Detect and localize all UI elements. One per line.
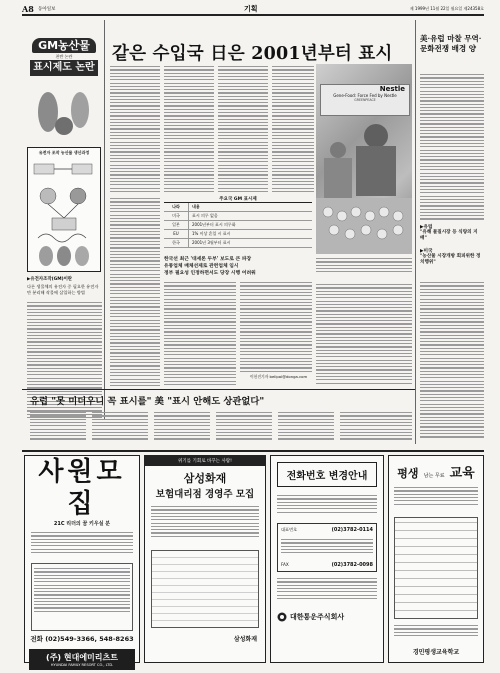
table-title: 주요국 GM 표시제 (164, 196, 312, 203)
ad2-company: 삼성화재 (183, 472, 227, 485)
page-number: A8 (22, 4, 34, 14)
main-body-col-1 (110, 64, 160, 192)
ad1-subtitle: 21C 리더의 꿈 키우실 분 (53, 521, 111, 527)
bottom-story-col-3 (154, 410, 210, 448)
table-row (164, 212, 312, 221)
main-body-col-4 (272, 64, 314, 192)
right-body-2 (420, 280, 484, 440)
ad4-grid (394, 517, 478, 619)
photo-sign-slogan: Gene-Food: Force Fed by Nestle (333, 93, 397, 98)
main-body-col-3 (218, 64, 268, 192)
main-body-col-6 (164, 280, 236, 386)
protest-photo (316, 64, 412, 254)
ad3-notes (277, 576, 377, 606)
ad3-row-2 (281, 562, 373, 568)
table-row (164, 239, 312, 248)
ad3-row-1 (281, 527, 373, 533)
photo-sign-nestle: Nestle (379, 85, 405, 93)
ad3-row-2-value: (02)3782-0098 (331, 562, 373, 568)
issue-date: 제 1999년 11월 22일 월요일 제24358호 (409, 6, 484, 11)
ad2-grid (151, 550, 259, 628)
main-body-col-5 (110, 196, 160, 386)
gm-process-diagram (27, 147, 101, 272)
right-column-divider (415, 20, 416, 444)
ad1-company-en: HYUNDAI FAMILY RESORT CO., LTD. (50, 663, 114, 667)
table-body (164, 203, 312, 248)
right-headline: 美·유럽 마찰 무역·문화전쟁 배경 양 (420, 34, 482, 53)
right-body-1 (420, 72, 484, 222)
left-column-divider (104, 20, 105, 420)
right-sub-1-text: "유해 물질시장 등 식량의 지배" (420, 230, 478, 241)
ad1-body (31, 530, 133, 560)
gm-definition (27, 276, 102, 295)
photo-banner (320, 84, 410, 116)
ad4-body-2 (394, 623, 478, 643)
right-sub-2-text: "농산물 시장개방 회피위한 정치행위" (420, 254, 481, 265)
ads-top-rule (22, 450, 484, 452)
table-cell-country: 한국 (164, 239, 189, 247)
subhead-3: 정부 필요성 인정하면서도 당장 시행 어려워 (164, 271, 256, 276)
ad-phone-change (270, 455, 384, 663)
bottom-story-col-5 (278, 410, 334, 448)
ad1-table (31, 563, 133, 631)
ad3-row-1-value: (02)3782-0114 (331, 527, 373, 533)
table-cell-country: 일본 (164, 221, 189, 229)
bottom-story-col-1 (30, 410, 86, 448)
subhead-1: 한국선 최근 '대세론 두부' 보도로 큰 파장 (164, 257, 252, 262)
ad4-title (389, 462, 483, 481)
table-row (164, 230, 312, 239)
definition-text: 다른 생물체의 유전자 중 필요한 유전자만 분리해 작물에 삽입하는 방법 (27, 284, 99, 295)
corn-illustration (28, 82, 100, 140)
right-sub-2-label: ▶미국 (420, 249, 433, 254)
table-row (164, 203, 312, 212)
ad4-school: 경민평생교육학교 (412, 649, 460, 656)
gm-rules-table (164, 196, 312, 250)
ad2-footer: 삼성화재 (233, 636, 257, 643)
bottom-story-col-6 (340, 410, 412, 448)
badge-illustration (28, 82, 100, 140)
ad1-phone-label: 전화 (30, 635, 43, 643)
ad3-title-box (277, 462, 377, 487)
main-subheads (164, 256, 314, 277)
table-cell-rule: 2001년 3월부터 표시 (192, 240, 231, 245)
table-cell-rule: 표시 의무 없음 (192, 213, 218, 218)
main-body-col-8 (316, 282, 412, 386)
ad2-body (151, 504, 259, 546)
ad-education (388, 455, 484, 663)
photo-sign-greenpeace: GREENPEACE (354, 98, 376, 102)
process-flow-diagram (28, 156, 100, 271)
ad3-row-2-label: FAX (281, 562, 289, 567)
masthead (22, 4, 484, 14)
ad1-phone-number: (02)549-3366, 548-8263 (45, 635, 134, 643)
bottom-story-headline: 유럽 "못 미더우니 꼭 표시를" 美 "표시 안해도 상관없다" (30, 396, 265, 407)
ad3-company: 대한통운주식회사 (277, 612, 377, 622)
ad2-title: 보험대리점 경영주 모집 (155, 489, 255, 500)
ad-samsung (144, 455, 266, 663)
ad3-number-box (277, 523, 377, 572)
badge-bottom: 표시제도 논란 (30, 60, 98, 76)
table-cell-country: EU (164, 230, 189, 238)
masthead-rule (22, 14, 484, 16)
ad3-body (277, 493, 377, 519)
table-row (164, 221, 312, 230)
badge-mid: 찬반 논란 (55, 54, 73, 59)
ad3-logo-icon (277, 612, 287, 622)
ad3-title: 전화번호 변경안내 (286, 471, 368, 482)
ad1-company-bar (29, 649, 135, 670)
newspaper-name: 동아일보 (38, 7, 56, 12)
photo-caption (316, 256, 412, 278)
ad3-row-1-label: 대표번호 (281, 527, 298, 532)
right-sub-1-label: ▶유럽 (420, 225, 433, 230)
ad4-title-small: 평생 (397, 467, 419, 480)
ad2-top: 위기를 기회로 바꾸는 사람! (145, 456, 265, 466)
main-body-col-7 (240, 280, 312, 372)
table-cell-rule: 2001년부터 표시 의무화 (192, 222, 236, 227)
ad1-phone (25, 634, 139, 643)
bottom-story-rule (22, 389, 415, 390)
definition-title: ▶유전자조작(GM)이란 (27, 277, 73, 282)
right-sub-1 (420, 224, 484, 242)
main-body-col-2 (164, 64, 214, 192)
subhead-2: 유통업체 매체선제로 관련업체 임시 (164, 264, 239, 269)
photo-scene (316, 116, 412, 254)
ad4-title-big: 교육 (449, 466, 475, 481)
ad1-company: (주) 현대에미리츠트 (46, 653, 118, 662)
bottom-story-col-4 (216, 410, 272, 448)
table-cell-country: 미국 (164, 212, 189, 220)
table-cell-rule: 내용 (192, 204, 200, 209)
diagram-title: 유전자 조작 농산물 생산과정 (38, 150, 90, 155)
table-cell-country: 나라 (164, 203, 189, 211)
table-cell-rule: 1% 이상 혼입 시 표시 (192, 231, 231, 236)
section-name: 기획 (244, 5, 258, 13)
byline: 이헌진기자 bellpal@donga.com (250, 374, 308, 379)
bottom-story-col-2 (92, 410, 148, 448)
gm-badge (30, 38, 98, 86)
ad4-body-1 (394, 485, 478, 513)
right-sub-2 (420, 248, 484, 266)
ad4-title-mid: 남는 무료 (423, 473, 445, 479)
ad1-title: 사원모집 (38, 457, 126, 519)
badge-top: GM농산물 (32, 38, 96, 53)
ad-recruitment (24, 455, 140, 667)
main-headline: 같은 수입국 日은 2001년부터 표시 (112, 44, 393, 64)
